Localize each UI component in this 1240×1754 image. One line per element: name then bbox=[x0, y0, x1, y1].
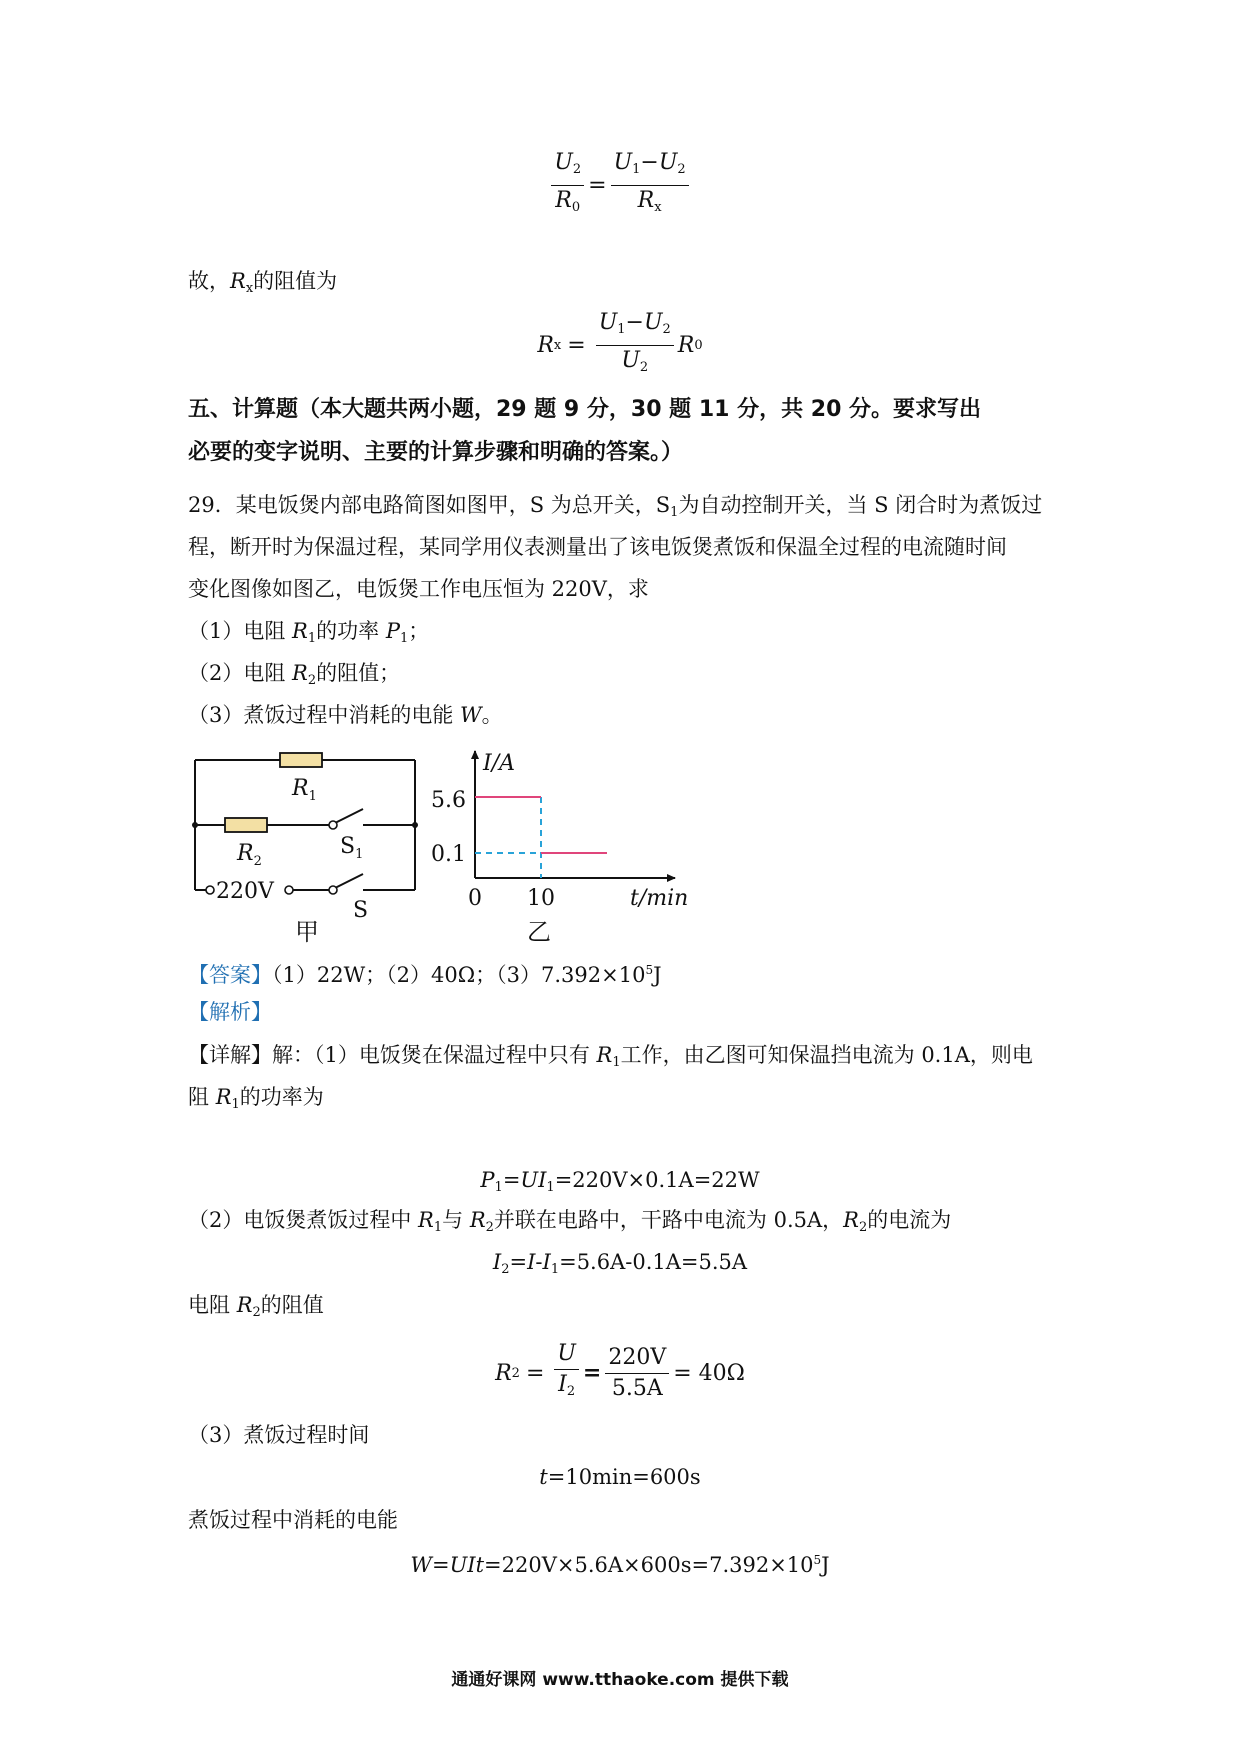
page-footer: 通通好课网 www.tthaoke.com 提供下载 bbox=[451, 1670, 789, 1690]
answer-exponent: 5 bbox=[645, 963, 654, 977]
eq-sub: 2 bbox=[662, 321, 671, 337]
eq-minus: − bbox=[625, 309, 644, 335]
junction-node bbox=[192, 822, 198, 828]
eq-sub: 1 bbox=[632, 161, 641, 177]
label-r1 bbox=[291, 776, 317, 804]
eq-symbol: U bbox=[643, 309, 663, 335]
eq-sub: 2 bbox=[639, 359, 649, 375]
svg-text: R bbox=[237, 841, 254, 866]
eq-rest: =220V×5.6A×600s=7.392×10 bbox=[484, 1553, 814, 1577]
eq-sub: 2 bbox=[858, 1220, 868, 1235]
eq-sub: x bbox=[654, 199, 662, 215]
text-part: 的阻值为 bbox=[253, 269, 338, 293]
eq-symbol: UI bbox=[520, 1168, 547, 1192]
eq-symbol: P bbox=[385, 619, 400, 643]
eq-sign: = bbox=[582, 1360, 602, 1386]
eq-sub: 2 bbox=[566, 1384, 576, 1399]
eq-sub: 2 bbox=[485, 1220, 494, 1235]
text-part: 29．某电饭煲内部电路简图如图甲，S 为总开关，S bbox=[188, 493, 671, 517]
equation-power bbox=[0, 1165, 1240, 1203]
eq-sub: 1 bbox=[550, 1262, 560, 1277]
text-part: 故， bbox=[188, 269, 230, 293]
eq-sub: 2 bbox=[511, 1365, 520, 1381]
eq-symbol: U bbox=[621, 347, 640, 373]
eq-symbol: P bbox=[480, 1168, 495, 1192]
text-part: ； bbox=[408, 619, 430, 643]
question-part-2 bbox=[188, 658, 400, 696]
current-time-chart bbox=[425, 745, 695, 950]
eq-symbol: R bbox=[292, 619, 308, 643]
equation-current bbox=[0, 1247, 1240, 1285]
text-part: （2）电饭煲煮饭过程中 bbox=[188, 1208, 419, 1232]
switch-s-terminal bbox=[329, 886, 337, 894]
eq-symbol: U bbox=[598, 309, 618, 335]
text-part: 。 bbox=[481, 703, 503, 727]
eq-symbol: t bbox=[539, 1465, 548, 1489]
eq-symbol: R bbox=[469, 1208, 486, 1232]
eq-symbol: R bbox=[230, 269, 246, 293]
text-energy-intro: 煮饭过程中消耗的电能 bbox=[188, 1508, 398, 1532]
eq-symbol: W bbox=[410, 1553, 432, 1577]
resistor-r2 bbox=[225, 818, 267, 832]
detail-line-1 bbox=[188, 1040, 1033, 1078]
svg-sub: 1 bbox=[308, 789, 317, 804]
eq-sign: = bbox=[525, 1360, 545, 1386]
text-part: （1）电阻 bbox=[188, 619, 293, 643]
eq-rest: =5.6A-0.1A=5.5A bbox=[559, 1250, 748, 1274]
equation-rx bbox=[0, 310, 1240, 380]
section-heading-line1: 五、计算题（本大题共两小题，29 题 9 分，30 题 11 分，共 20 分。要求写出 bbox=[188, 397, 982, 422]
label-voltage: 220V bbox=[216, 879, 274, 904]
equation-energy bbox=[0, 1545, 1240, 1580]
eq-symbol: I bbox=[558, 1372, 567, 1397]
label-r2 bbox=[236, 841, 262, 869]
equation-voltage-ratio bbox=[0, 150, 1240, 220]
eq-unit: J bbox=[821, 1553, 830, 1577]
switch-s-blade bbox=[335, 874, 363, 888]
x-axis-label: t/min bbox=[630, 886, 689, 911]
eq-sub: 2 bbox=[501, 1262, 510, 1277]
equation-time bbox=[0, 1462, 1240, 1492]
svg-sub: 1 bbox=[355, 847, 364, 862]
answer-unit: J bbox=[653, 963, 662, 987]
equation-resistance bbox=[0, 1335, 1240, 1411]
eq-symbol: I bbox=[542, 1250, 551, 1274]
eq-sign: = bbox=[509, 1250, 528, 1274]
detail-line-2 bbox=[188, 1082, 324, 1120]
eq-sign: = bbox=[502, 1168, 521, 1192]
eq-symbol: UIt bbox=[449, 1553, 485, 1577]
text-part: 的电流为 bbox=[867, 1208, 952, 1232]
eq-sub: 1 bbox=[433, 1220, 443, 1235]
eq-exponent: 5 bbox=[813, 1553, 822, 1567]
eq-symbol: R bbox=[292, 661, 308, 685]
eq-symbol: U bbox=[557, 1341, 576, 1366]
x-tick-label: 0 bbox=[468, 886, 482, 911]
question-part-1 bbox=[188, 616, 429, 654]
text-part: 阻 bbox=[188, 1085, 216, 1109]
text-part: 为自动控制开关，当 S 闭合时为煮饭过 bbox=[678, 493, 1043, 517]
y-axis-label: I/A bbox=[483, 751, 515, 776]
text-part: 解：（1）电饭煲在保温过程中只有 bbox=[272, 1043, 597, 1067]
eq-symbol: U bbox=[554, 149, 573, 175]
y-tick-label: 5.6 bbox=[431, 788, 466, 813]
y-tick-label: 0.1 bbox=[431, 842, 466, 867]
eq-sub: 1 bbox=[617, 321, 626, 337]
eq-symbol: R bbox=[495, 1360, 512, 1386]
eq-symbol: I bbox=[527, 1250, 536, 1274]
text-part: 的阻值 bbox=[260, 1293, 324, 1317]
part-3-line: （3）煮饭过程时间 bbox=[188, 1423, 370, 1447]
text-part: 的功率为 bbox=[239, 1085, 324, 1109]
answer-tag: 【答案】 bbox=[188, 963, 272, 987]
answer-text: （1）22W；（2）40Ω；（3）7.392×10 bbox=[272, 963, 646, 987]
eq-symbol: R bbox=[596, 1043, 613, 1067]
eq-sub: 1 bbox=[546, 1180, 555, 1195]
eq-sub: 1 bbox=[612, 1055, 621, 1070]
question-line-3: 变化图像如图乙，电饭煲工作电压恒为 220V，求 bbox=[188, 577, 649, 601]
resistor-r1 bbox=[280, 753, 322, 767]
eq-sub: x bbox=[245, 281, 254, 296]
label-s1 bbox=[340, 834, 363, 862]
eq-number: 5.5A bbox=[611, 1375, 663, 1401]
eq-symbol: R bbox=[637, 187, 655, 213]
supply-terminal-left bbox=[206, 886, 214, 894]
eq-rest: =10min=600s bbox=[547, 1465, 701, 1489]
text-part: 的阻值； bbox=[316, 661, 401, 685]
text-part: 的功率 bbox=[316, 619, 386, 643]
eq-sub: 1 bbox=[494, 1180, 503, 1195]
circuit-diagram bbox=[185, 745, 425, 945]
eq-symbol: R bbox=[555, 187, 572, 213]
section-heading-line2: 必要的变字说明、主要的计算步骤和明确的答案。） bbox=[188, 440, 684, 465]
text-part: 电阻 bbox=[188, 1293, 237, 1317]
junction-node bbox=[412, 822, 418, 828]
eq-symbol: R bbox=[843, 1208, 859, 1232]
eq-symbol: I bbox=[492, 1250, 502, 1274]
eq-symbol: R bbox=[236, 1293, 253, 1317]
svg-text: S bbox=[340, 834, 356, 859]
eq-rest: =220V×0.1A=22W bbox=[554, 1168, 760, 1192]
eq-sub: 2 bbox=[677, 161, 686, 177]
eq-rest: = 40Ω bbox=[673, 1360, 745, 1386]
eq-sign: = bbox=[431, 1553, 450, 1577]
answer-line bbox=[188, 955, 662, 990]
text-part: （2）电阻 bbox=[188, 661, 293, 685]
question-part-3 bbox=[188, 700, 503, 730]
text-part: （3）煮饭过程中消耗的电能 bbox=[188, 703, 461, 727]
analysis-tag: 【解析】 bbox=[188, 1000, 272, 1024]
text-rx-intro bbox=[188, 266, 337, 304]
text-part: 工作，由乙图可知保温挡电流为 0.1A，则电 bbox=[620, 1043, 1033, 1067]
detail-tag: 【详解】 bbox=[188, 1043, 272, 1067]
eq-symbol: R bbox=[418, 1208, 434, 1232]
question-line-1 bbox=[188, 490, 1042, 528]
eq-symbol: U bbox=[658, 149, 678, 175]
eq-sign: = bbox=[567, 332, 586, 358]
svg-text: R bbox=[292, 776, 309, 801]
eq-sub: 0 bbox=[694, 337, 703, 353]
supply-terminal-right bbox=[285, 886, 293, 894]
eq-sub: 1 bbox=[399, 631, 409, 646]
eq-symbol: W bbox=[460, 703, 482, 727]
eq-symbol: R bbox=[215, 1085, 232, 1109]
switch-s1-terminal bbox=[329, 821, 337, 829]
label-s: S bbox=[353, 898, 369, 923]
eq-minus: - bbox=[535, 1250, 543, 1274]
eq-symbol: R bbox=[677, 332, 695, 358]
x-tick-label: 10 bbox=[527, 886, 555, 911]
eq-sub: 2 bbox=[252, 1305, 261, 1320]
eq-symbol: U bbox=[613, 149, 633, 175]
caption-jia: 甲 bbox=[295, 918, 319, 945]
text-part: 与 bbox=[442, 1208, 470, 1232]
question-line-2: 程，断开时为保温过程，某同学用仪表测量出了该电饭煲煮饭和保温全过程的电流随时间 bbox=[188, 535, 1007, 559]
eq-minus: − bbox=[640, 149, 659, 175]
text-r2-intro bbox=[188, 1290, 324, 1328]
part-2-line bbox=[188, 1205, 951, 1243]
eq-number: 220V bbox=[605, 1345, 669, 1374]
eq-sub: 1 bbox=[670, 505, 679, 520]
eq-sub: 1 bbox=[307, 631, 317, 646]
eq-symbol: R bbox=[537, 332, 554, 358]
eq-sub: 2 bbox=[307, 673, 317, 688]
switch-s1-blade bbox=[335, 809, 363, 823]
eq-sub: 2 bbox=[572, 161, 582, 177]
eq-sub: x bbox=[553, 337, 562, 353]
svg-sub: 2 bbox=[253, 854, 262, 869]
eq-sign: = bbox=[588, 172, 607, 198]
eq-sub: 0 bbox=[571, 199, 581, 215]
caption-yi: 乙 bbox=[527, 918, 551, 946]
eq-sub: 1 bbox=[231, 1097, 240, 1112]
text-part: 并联在电路中，干路中电流为 0.5A， bbox=[493, 1208, 844, 1232]
